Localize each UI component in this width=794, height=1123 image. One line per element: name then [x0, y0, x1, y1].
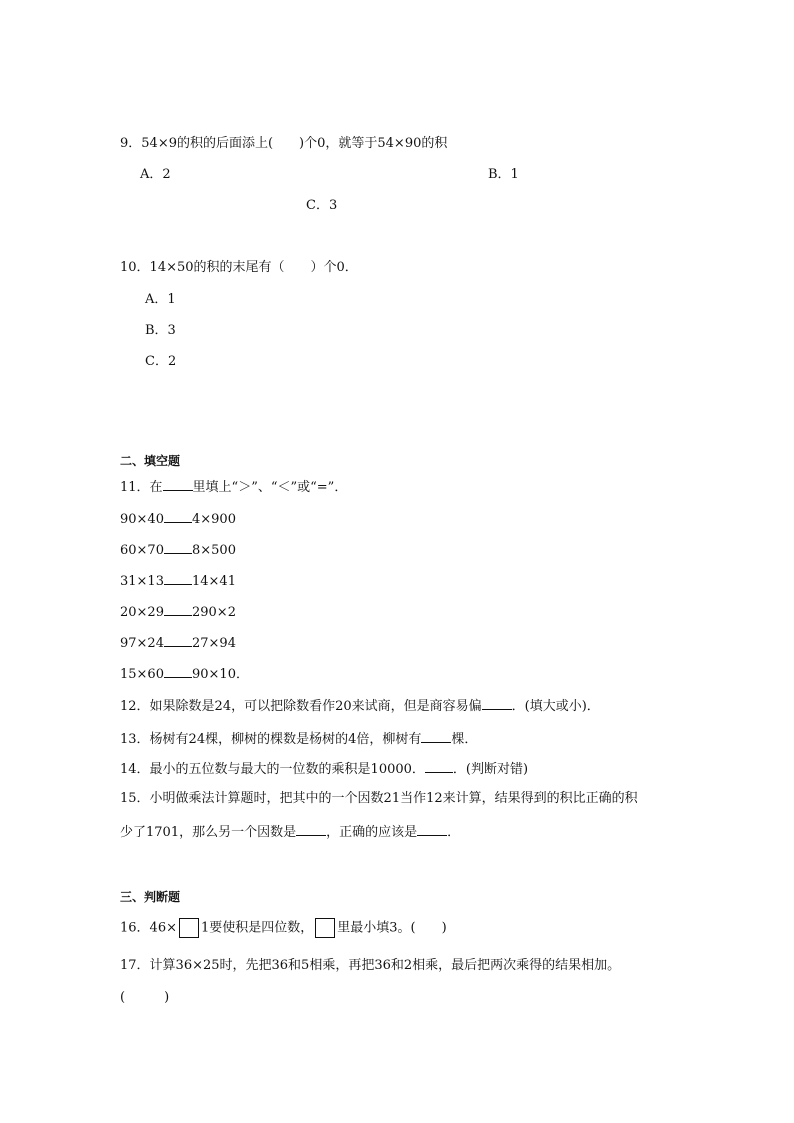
- q11-row: [120, 665, 249, 683]
- q11-suffix: 里填上“＞”、“＜”或“=”．: [192, 480, 348, 495]
- answer-blank[interactable]: [482, 697, 512, 710]
- question-9: 9．54×9的积的后面添上( )个0，就等于54×90的积: [120, 136, 448, 151]
- q11-row-right: 14×41: [191, 574, 236, 589]
- question-16: [120, 918, 447, 939]
- question-12: [120, 697, 600, 715]
- answer-blank[interactable]: [164, 572, 192, 585]
- section-heading-true-false: 三、判断题: [120, 890, 181, 904]
- q15-text-mid: ，正确的应该是: [326, 825, 418, 840]
- q12-text: 12．如果除数是24，可以把除数看作20来试商，但是商容易偏: [120, 699, 482, 714]
- answer-blank[interactable]: [421, 730, 451, 743]
- q11-row: [120, 510, 236, 528]
- answer-blank[interactable]: [417, 823, 447, 836]
- q13-text: 13．杨树有24棵，柳树的棵数是杨树的4倍，柳树有: [120, 732, 422, 747]
- answer-blank[interactable]: [164, 634, 192, 647]
- q11-row-right: 27×94: [191, 636, 236, 651]
- answer-blank[interactable]: [425, 760, 453, 773]
- answer-blank[interactable]: [164, 665, 192, 678]
- q11-row-right: 90×10．: [191, 667, 249, 682]
- question-17-answer-parens: ( ): [120, 990, 170, 1005]
- q11-row-left: 97×24: [120, 636, 164, 651]
- q9-option-b: B．1: [488, 167, 519, 182]
- question-17-line-1: 17．计算36×25时，先把36和5相乘，再把36和2相乘，最后把两次乘得的结果相加。: [120, 958, 621, 973]
- section-heading-fill-blank: 二、填空题: [120, 454, 181, 468]
- q11-row: [120, 541, 236, 559]
- q10-option-a: A．1: [145, 292, 176, 307]
- q11-row-right: 4×900: [191, 512, 236, 527]
- q13-tail: 棵．: [451, 732, 478, 747]
- q10-option-b: B．3: [145, 323, 176, 338]
- q11-row-left: 15×60: [120, 667, 164, 682]
- question-14: [120, 760, 528, 778]
- answer-box[interactable]: [179, 918, 199, 938]
- q15-text: 少了1701，那么另一个因数是: [120, 825, 297, 840]
- answer-blank[interactable]: [164, 541, 192, 554]
- question-11: [120, 478, 347, 496]
- answer-box[interactable]: [315, 918, 335, 938]
- q12-tail: ．(填大或小)．: [511, 699, 600, 714]
- q10-option-c: C．2: [145, 354, 177, 369]
- q11-row-left: 90×40: [120, 512, 164, 527]
- question-15-line-1: 15．小明做乘法计算题时，把其中的一个因数21当作12来计算，结果得到的积比正确的积: [120, 791, 638, 806]
- q11-row-right: 290×2: [191, 605, 236, 620]
- q16-text-mid: 1要使积是四位数，: [200, 920, 314, 936]
- q11-blank: [163, 478, 193, 491]
- q16-tail: 里最小填3。( ): [337, 920, 447, 936]
- q14-tail: ．(判断对错): [452, 762, 529, 777]
- q11-row-left: 20×29: [120, 605, 164, 620]
- q11-prefix: 11．在: [120, 480, 163, 495]
- q11-row-left: 60×70: [120, 543, 164, 558]
- q11-row: [120, 603, 236, 621]
- q11-row-left: 31×13: [120, 574, 164, 589]
- q11-row: [120, 634, 236, 652]
- question-15-line-2: [120, 823, 460, 841]
- answer-blank[interactable]: [164, 603, 192, 616]
- q14-text: 14．最小的五位数与最大的一位数的乘积是10000．: [120, 762, 425, 777]
- q15-tail: ．: [447, 825, 461, 840]
- question-10: 10．14×50的积的末尾有（ ）个0．: [120, 260, 358, 275]
- q9-option-a: A．2: [140, 167, 171, 182]
- q9-option-c: C．3: [306, 198, 338, 213]
- answer-blank[interactable]: [296, 823, 326, 836]
- question-13: [120, 730, 477, 748]
- answer-blank[interactable]: [164, 510, 192, 523]
- q11-row-right: 8×500: [191, 543, 236, 558]
- q16-text: 16．46×: [120, 920, 177, 936]
- q11-row: [120, 572, 236, 590]
